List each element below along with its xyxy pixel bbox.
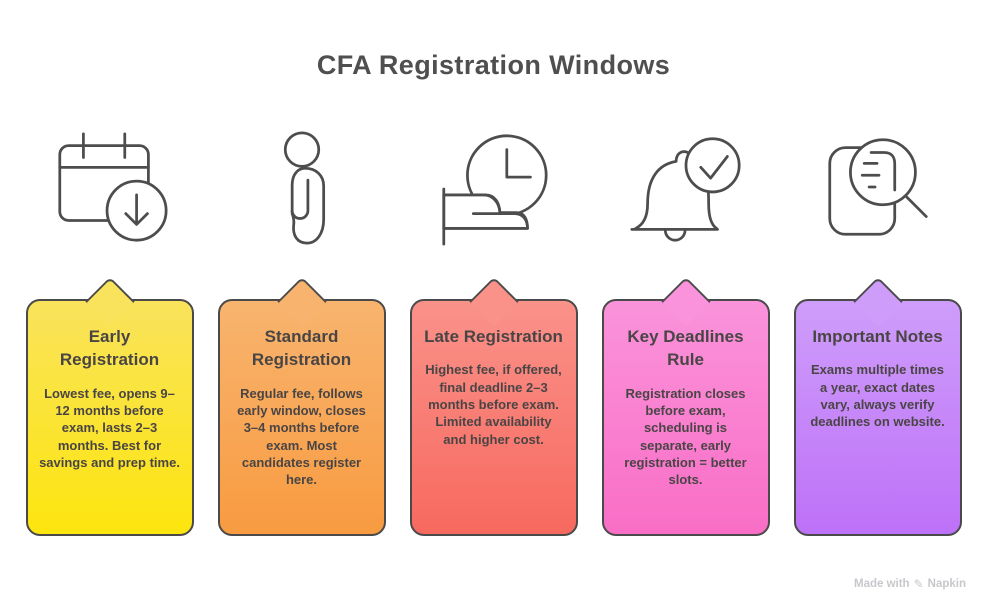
card-pointer	[661, 277, 710, 326]
icon-cell-notes	[794, 119, 962, 257]
card-late-registration	[410, 299, 578, 536]
card-body: Lowest fee, opens 9–12 months before exam, lasts 2–3 months. Best for savings and prep time.	[39, 385, 180, 471]
person-icon	[238, 124, 366, 252]
napkin-watermark[interactable]	[854, 577, 966, 591]
card-standard-registration	[218, 299, 386, 536]
card-body: Registration closes before exam, scheduling is separate, early registration = better slots.	[624, 385, 747, 488]
card-early-registration	[26, 299, 194, 536]
card-title: Important Notes	[812, 327, 943, 346]
card-key-deadlines-rule	[602, 299, 770, 536]
bed-clock-icon	[430, 124, 558, 252]
card-title: Late Registration	[424, 327, 563, 346]
icon-cell-late	[410, 119, 578, 257]
icon-cell-standard	[218, 119, 386, 257]
watermark-brand: Napkin	[927, 578, 966, 590]
icon-cell-deadlines	[602, 119, 770, 257]
watermark-prefix: Made with	[854, 578, 910, 590]
cards-row	[0, 299, 987, 536]
card-pointer	[277, 277, 326, 326]
card-title: Standard Registration	[251, 327, 352, 370]
document-magnifier-icon	[814, 124, 942, 252]
card-body: Highest fee, if offered, final deadline 2–3 months before exam. Limited availability and higher cost.	[425, 362, 562, 447]
calendar-download-icon	[46, 124, 174, 252]
card-important-notes	[794, 299, 962, 536]
icon-cell-early	[26, 119, 194, 257]
card-title: Key Deadlines Rule	[627, 327, 744, 370]
bell-check-icon	[622, 124, 750, 252]
page-title: CFA Registration Windows	[316, 50, 671, 80]
card-pointer	[469, 277, 518, 326]
pen-icon: ✎	[913, 577, 924, 591]
card-body: Exams multiple times a year, exact dates vary, always verify deadlines on website.	[810, 362, 945, 430]
icons-row	[0, 119, 987, 257]
card-pointer	[85, 277, 134, 326]
card-pointer	[853, 277, 902, 326]
card-title: Early Registration	[59, 327, 160, 370]
card-body: Regular fee, follows early window, closes 3–4 months before exam. Most candidates register here.	[237, 385, 366, 488]
